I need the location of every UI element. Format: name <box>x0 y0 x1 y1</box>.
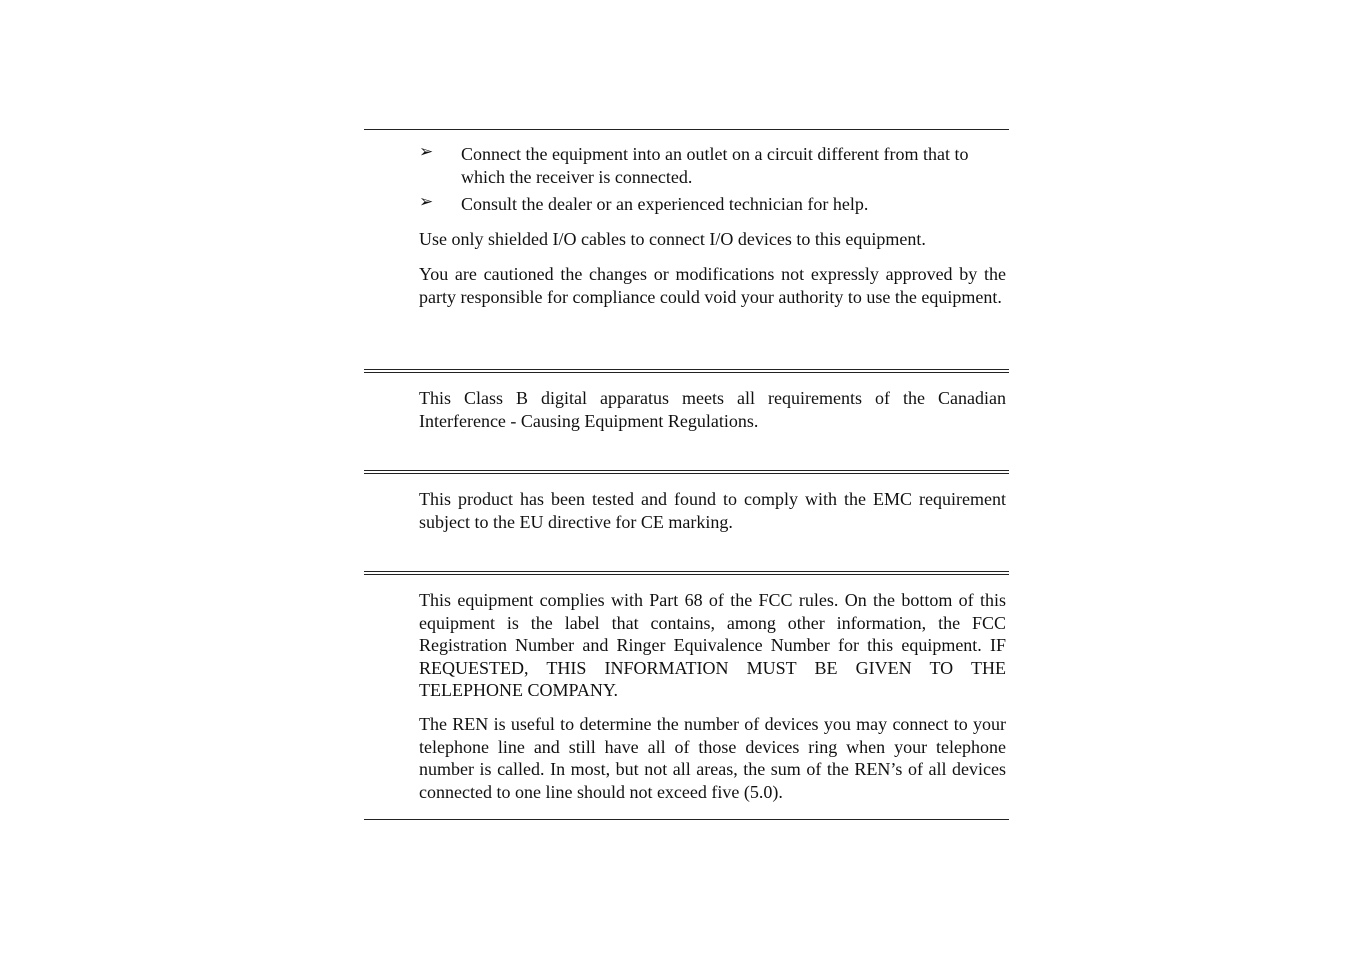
canada-notice-paragraph: This Class B digital apparatus meets all requirements of the Canadian Interference - Causing Equipment Regulations. <box>419 388 1006 431</box>
bottom-divider <box>364 819 1009 820</box>
arrowhead-bullet-icon: ➢ <box>419 142 434 162</box>
section-divider <box>364 571 1009 575</box>
list-item <box>419 143 1006 189</box>
modifications-caution-paragraph: You are cautioned the changes or modifications not expressly approved by the party responsible for compliance could void your authority to use the equipment. <box>419 264 1006 307</box>
ce-notice-paragraph: This product has been tested and found to comply with the EMC requirement subject to the EU directive for CE marking. <box>419 489 1006 532</box>
arrowhead-bullet-icon: ➢ <box>419 192 434 212</box>
section-divider <box>364 369 1009 373</box>
section-divider <box>364 470 1009 474</box>
bullet-text: Consult the dealer or an experienced technician for help. <box>461 194 869 214</box>
bullet-text: Connect the equipment into an outlet on a circuit different from that to which the receiver is connected. <box>461 144 969 187</box>
list-item <box>419 193 1006 217</box>
top-divider <box>364 129 1009 130</box>
shielded-cables-paragraph: Use only shielded I/O cables to connect I/O devices to this equipment. <box>419 229 926 249</box>
ren-paragraph: The REN is useful to determine the number of devices you may connect to your telephone line and still have all of those devices ring when your telephone number is called. In most, but not all areas, the sum of the REN’s of all devices connected to one line should not exceed five (5.0). <box>419 714 1006 802</box>
fcc-part68-paragraph: This equipment complies with Part 68 of the FCC rules. On the bottom of this equipment is the label that contains, among other information, the FCC Registration Number and Ringer Equivalence Number for this equipment. IF REQUESTED, THIS INFORMATION MUST BE GIVEN TO THE TELEPHONE COMPANY. <box>419 590 1006 700</box>
